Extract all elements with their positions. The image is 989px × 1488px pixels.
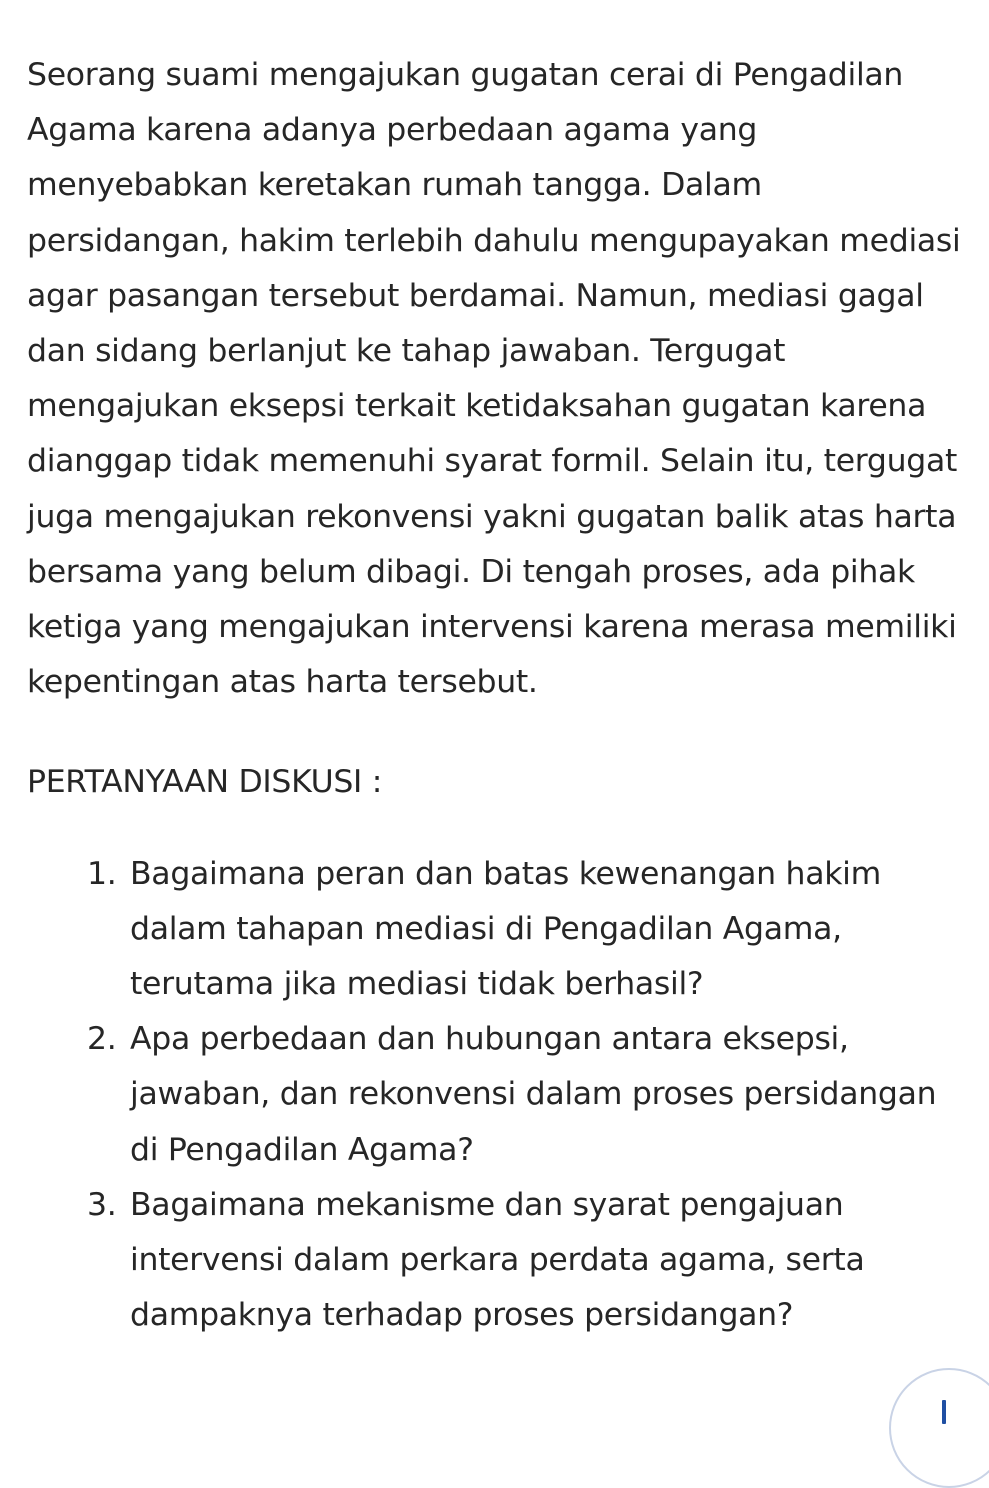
floating-action-button[interactable] [889, 1368, 989, 1488]
discussion-heading: PERTANYAAN DISKUSI : [27, 764, 383, 801]
question-item-1 [27, 847, 972, 1013]
text-cursor-icon [942, 1400, 946, 1424]
question-text: Bagaimana peran dan batas kewenangan hakim dalam tahapan mediasi di Pengadilan Agama, terutama jika mediasi tidak berhasil? [130, 855, 881, 1003]
post-content [27, 48, 972, 1343]
question-text: Apa perbedaan dan hubungan antara eksepsi, jawaban, dan rekonvensi dalam proses persidangan di Pengadilan Agama? [130, 1021, 937, 1168]
question-number: 2. [87, 1021, 117, 1058]
question-item-2 [27, 1012, 972, 1178]
case-paragraph: Seorang suami mengajukan gugatan cerai di Pengadilan Agama karena adanya perbedaan agama yang menyebabkan keretakan rumah tangga. Dalam persidangan, hakim terlebih dahulu mengupayakan mediasi agar pasangan tersebut berdamai. Namun, mediasi gagal dan sidang berlanjut ke tahap jawaban. Tergugat mengajukan eksepsi terkait ketidaksahan gugatan karena dianggap tidak memenuhi syarat formil. Selain itu, tergugat juga mengajukan rekonvensi yakni gugatan balik atas harta bersama yang belum dibagi. Di tengah proses, ada pihak ketiga yang mengajukan intervensi karena merasa memiliki kepentingan atas harta tersebut. [27, 57, 961, 701]
question-number: 1. [87, 855, 117, 892]
question-item-3 [27, 1178, 972, 1344]
question-text: Bagaimana mekanisme dan syarat pengajuan intervensi dalam perkara perdata agama, serta dampaknya terhadap proses persidangan? [130, 1186, 865, 1334]
question-number: 3. [87, 1186, 117, 1223]
question-list [27, 847, 972, 1344]
